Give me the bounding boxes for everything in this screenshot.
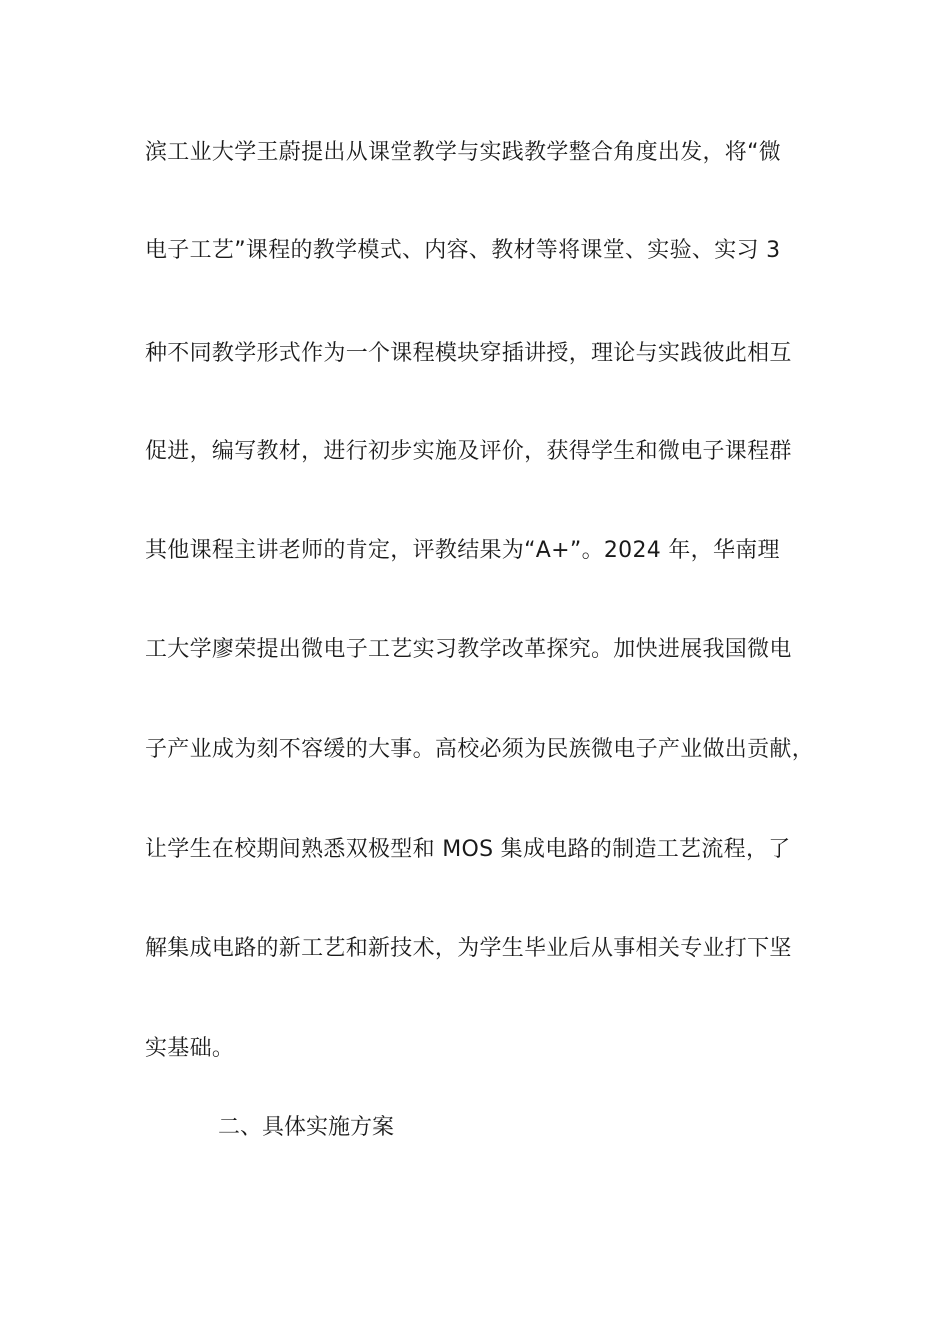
paragraph-line-3: 种不同教学形式作为一个课程模块穿插讲授，理论与实践彼此相互: [145, 341, 792, 366]
paragraph-line-2: 电子工艺”课程的教学模式、内容、教材等将课堂、实验、实习 3: [145, 238, 781, 263]
paragraph-line-5: 其他课程主讲老师的肯定，评教结果为“A+”。2024 年，华南理: [145, 538, 780, 563]
paragraph-line-7: 子产业成为刻不容缓的大事。高校必须为民族微电子产业做出贡献，: [145, 737, 815, 762]
paragraph-line-8: 让学生在校期间熟悉双极型和 MOS 集成电路的制造工艺流程，了: [145, 837, 791, 862]
paragraph-line-4: 促进，编写教材，进行初步实施及评价，获得学生和微电子课程群: [145, 439, 792, 464]
paragraph-line-1: 滨工业大学王蔚提出从课堂教学与实践教学整合角度出发，将“微: [145, 140, 782, 165]
paragraph-line-10: 实基础。: [145, 1036, 235, 1061]
paragraph-line-6: 工大学廖荣提出微电子工艺实习教学改革探究。加快进展我国微电: [145, 637, 792, 662]
section-heading: 二、具体实施方案: [218, 1115, 395, 1140]
paragraph-line-9: 解集成电路的新工艺和新技术，为学生毕业后从事相关专业打下坚: [145, 936, 792, 961]
